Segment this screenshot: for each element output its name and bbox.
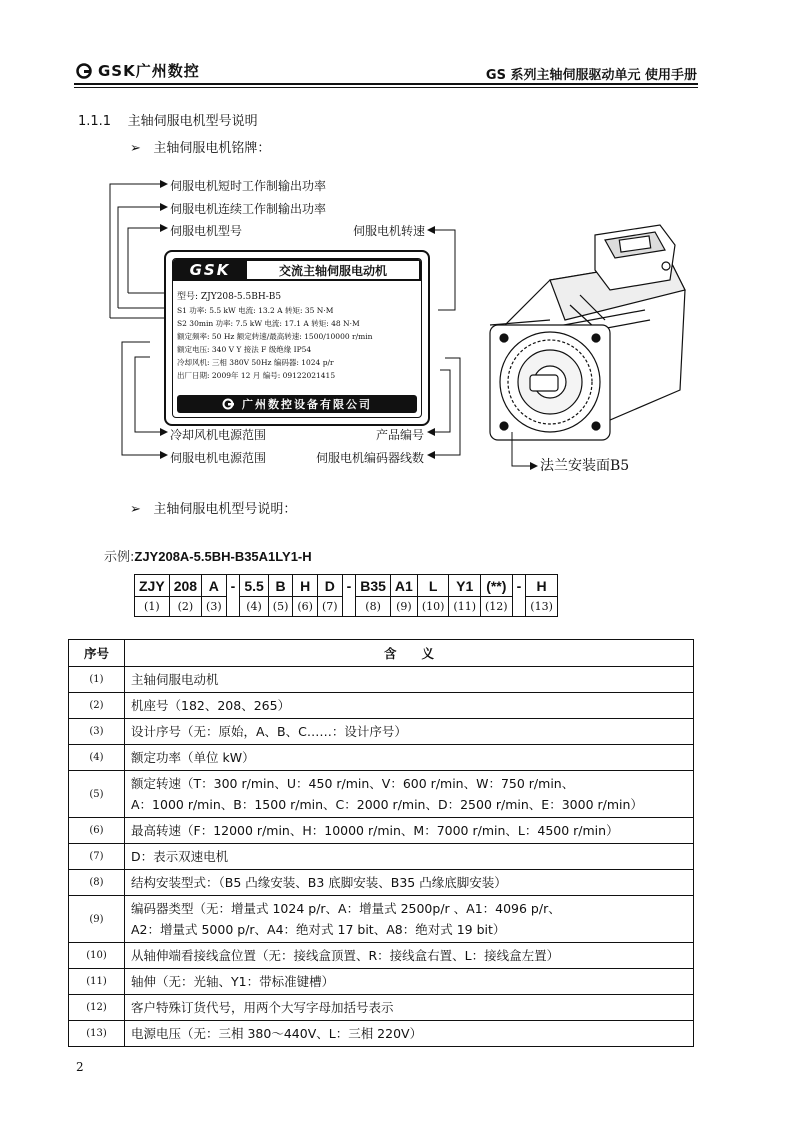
code-index-cell — [512, 597, 526, 617]
table-row — [69, 745, 694, 771]
nameplate-footer — [177, 395, 417, 413]
row-number: (4) — [69, 745, 125, 771]
gsk-logo-icon — [76, 63, 94, 79]
nameplate-s2: S2 30min 功率: 7.5 kW 电流: 17.1 A 转矩: 48 N·M — [177, 319, 360, 328]
row-meaning — [125, 693, 694, 719]
nameplate-title: 交流主轴伺服电动机 — [247, 261, 419, 279]
row-meaning — [125, 719, 694, 745]
row-number: (5) — [69, 771, 125, 818]
motor-nameplate — [164, 250, 430, 426]
code-index-cell — [342, 597, 356, 617]
row-meaning — [125, 771, 694, 818]
section-title: 主轴伺服电机型号说明 — [127, 114, 258, 129]
code-index-cell: (1) — [135, 597, 170, 617]
code-cell: - — [512, 575, 526, 597]
row-meaning — [125, 844, 694, 870]
table-row — [69, 1021, 694, 1047]
row-meaning-line: D：表示双速电机 — [131, 849, 229, 864]
row-meaning-line: 电源电压（无：三相 380～440V、L：三相 220V） — [131, 1026, 423, 1041]
nameplate-model: 型号: ZJY208-5.5BH-B5 — [177, 292, 282, 302]
row-meaning — [125, 870, 694, 896]
code-cell: B — [268, 575, 293, 597]
row-meaning — [125, 667, 694, 693]
row-number: (6) — [69, 818, 125, 844]
table-row — [69, 818, 694, 844]
table-row — [69, 693, 694, 719]
code-cell: H — [293, 575, 318, 597]
callout-cont-power: 伺服电机连续工作制输出功率 — [170, 202, 327, 216]
header-divider — [74, 83, 698, 85]
section-heading — [78, 110, 258, 129]
table-row — [69, 870, 694, 896]
row-meaning-line: 从轴伸端看接线盒位置（无：接线盒顶置、R：接线盒右置、L：接线盒左置） — [131, 948, 560, 963]
callout-serial: 产品编号 — [376, 428, 425, 442]
code-cell: (**) — [481, 575, 513, 597]
row-meaning-line-2: A2：增量式 5000 p/r、A4：绝对式 17 bit、A8：绝对式 19 bit） — [131, 922, 506, 937]
code-cell: - — [226, 575, 240, 597]
row-meaning — [125, 745, 694, 771]
table-row — [69, 943, 694, 969]
row-meaning — [125, 943, 694, 969]
callout-motor-power: 伺服电机电源范围 — [170, 451, 267, 465]
code-index-cell: (13) — [526, 597, 558, 617]
code-cell: B35 — [356, 575, 391, 597]
table-row — [69, 719, 694, 745]
code-cell: A — [202, 575, 227, 597]
code-index-cell: (3) — [202, 597, 227, 617]
row-meaning — [125, 1021, 694, 1047]
code-cell: Y1 — [449, 575, 481, 597]
row-meaning-line: 主轴伺服电动机 — [131, 672, 219, 687]
row-number: (10) — [69, 943, 125, 969]
section-number: 1.1.1 — [78, 114, 112, 129]
code-index-cell: (9) — [390, 597, 417, 617]
example-label: 示例: — [104, 550, 135, 565]
row-meaning — [125, 969, 694, 995]
row-meaning — [125, 818, 694, 844]
row-number: (8) — [69, 870, 125, 896]
row-number: (9) — [69, 896, 125, 943]
row-number: (13) — [69, 1021, 125, 1047]
header-logo — [76, 60, 200, 81]
code-index-cell: (6) — [293, 597, 318, 617]
header-meaning: 含 义 — [125, 640, 694, 667]
code-cell: H — [526, 575, 558, 597]
header-logo-text: GSK广州数控 — [98, 62, 200, 80]
code-cell: A1 — [390, 575, 417, 597]
callout-model: 伺服电机型号 — [170, 224, 243, 238]
nameplate-date: 出厂日期: 2009年 12 月 编号: 09122021415 — [177, 371, 336, 380]
callout-flange: 法兰安装面B5 — [540, 458, 630, 474]
row-meaning-line: 额定功率（单位 kW） — [131, 750, 255, 765]
code-index-cell: (7) — [317, 597, 342, 617]
nameplate-fan: 冷却风机: 三相 380V 50Hz 编码器: 1024 p/r — [177, 358, 334, 367]
bullet-nameplate-label: 主轴伺服电机铭牌： — [153, 141, 271, 156]
table-row — [69, 844, 694, 870]
bullet-arrow-icon: ➢ — [130, 141, 141, 156]
code-index-cell: (8) — [356, 597, 391, 617]
callout-short-power: 伺服电机短时工作制输出功率 — [170, 179, 327, 193]
code-cell: - — [342, 575, 356, 597]
code-index-cell: (5) — [268, 597, 293, 617]
row-meaning-line-2: A：1000 r/min、B：1500 r/min、C：2000 r/min、D：2500 r/min、E：3000 r/min） — [131, 797, 643, 812]
example-line — [104, 546, 312, 565]
page-number: 2 — [76, 1060, 84, 1074]
nameplate-brand: GSK — [189, 261, 231, 279]
code-cell: L — [417, 575, 449, 597]
row-number: (3) — [69, 719, 125, 745]
callout-speed: 伺服电机转速 — [353, 224, 426, 238]
row-number: (7) — [69, 844, 125, 870]
code-cell: ZJY — [135, 575, 170, 597]
header-divider-thin — [74, 87, 698, 88]
table-row — [69, 969, 694, 995]
code-index-cell — [226, 597, 240, 617]
code-index-cell: (2) — [169, 597, 201, 617]
code-index-cell: (12) — [481, 597, 513, 617]
table-row — [69, 896, 694, 943]
nameplate-footer-text: 广州数控设备有限公司 — [242, 398, 372, 411]
code-cell: 5.5 — [240, 575, 268, 597]
gsk-footer-logo-icon — [222, 398, 236, 410]
table-row — [69, 995, 694, 1021]
row-meaning-line: 结构安装型式：（B5 凸缘安装、B3 底脚安装、B35 凸缘底脚安装） — [131, 875, 507, 890]
row-meaning-line: 客户特殊订货代号，用两个大写字母加括号表示 — [131, 1000, 394, 1015]
code-index-cell: (11) — [449, 597, 481, 617]
callout-fan-power: 冷却风机电源范围 — [170, 428, 267, 442]
bullet-nameplate — [130, 137, 270, 156]
row-number: (1) — [69, 667, 125, 693]
bullet-model-label: 主轴伺服电机型号说明： — [153, 502, 297, 517]
row-meaning — [125, 995, 694, 1021]
nameplate-header — [173, 259, 421, 281]
callout-encoder-lines: 伺服电机编码器线数 — [316, 451, 425, 465]
header-title: GS 系列主轴伺服驱动单元 使用手册 — [485, 68, 697, 83]
row-meaning-line: 机座号（182、208、265） — [131, 698, 291, 713]
bullet-arrow-icon-2: ➢ — [130, 502, 141, 517]
table-row — [69, 667, 694, 693]
nameplate-volt: 额定电压: 340 V Y 接法 F 级绝缘 IP54 — [177, 345, 312, 354]
code-cell: D — [317, 575, 342, 597]
example-code: ZJY208A-5.5BH-B35A1LY1-H — [134, 549, 312, 564]
code-index-cell: (4) — [240, 597, 268, 617]
code-cell: 208 — [169, 575, 201, 597]
bullet-model-explain — [130, 498, 296, 517]
row-meaning-line: 最高转速（F：12000 r/min、H：10000 r/min、M：7000 r/min、L：4500 r/min） — [131, 823, 619, 838]
nameplate-freq: 额定频率: 50 Hz 额定转速/最高转速: 1500/10000 r/min — [177, 332, 373, 341]
nameplate-s1: S1 功率: 5.5 kW 电流: 13.2 A 转矩: 35 N·M — [177, 306, 334, 315]
row-meaning-line: 额定转速（T：300 r/min、U：450 r/min、V：600 r/min、W：750 r/min、 — [131, 776, 575, 791]
meaning-table — [68, 639, 694, 1047]
row-number: (2) — [69, 693, 125, 719]
row-meaning — [125, 896, 694, 943]
table-row — [69, 771, 694, 818]
model-code-table — [134, 574, 558, 617]
header-seq: 序号 — [69, 640, 125, 667]
row-meaning-line: 编码器类型（无：增量式 1024 p/r、A：增量式 2500p/r 、A1：4096 p/r、 — [131, 901, 561, 916]
motor-drawing — [470, 210, 700, 470]
row-number: (11) — [69, 969, 125, 995]
row-meaning-line: 轴伸（无：光轴、Y1：带标准键槽） — [131, 974, 335, 989]
row-number: (12) — [69, 995, 125, 1021]
row-meaning-line: 设计序号（无：原始，A、B、C……：设计序号） — [131, 724, 407, 739]
code-index-cell: (10) — [417, 597, 449, 617]
